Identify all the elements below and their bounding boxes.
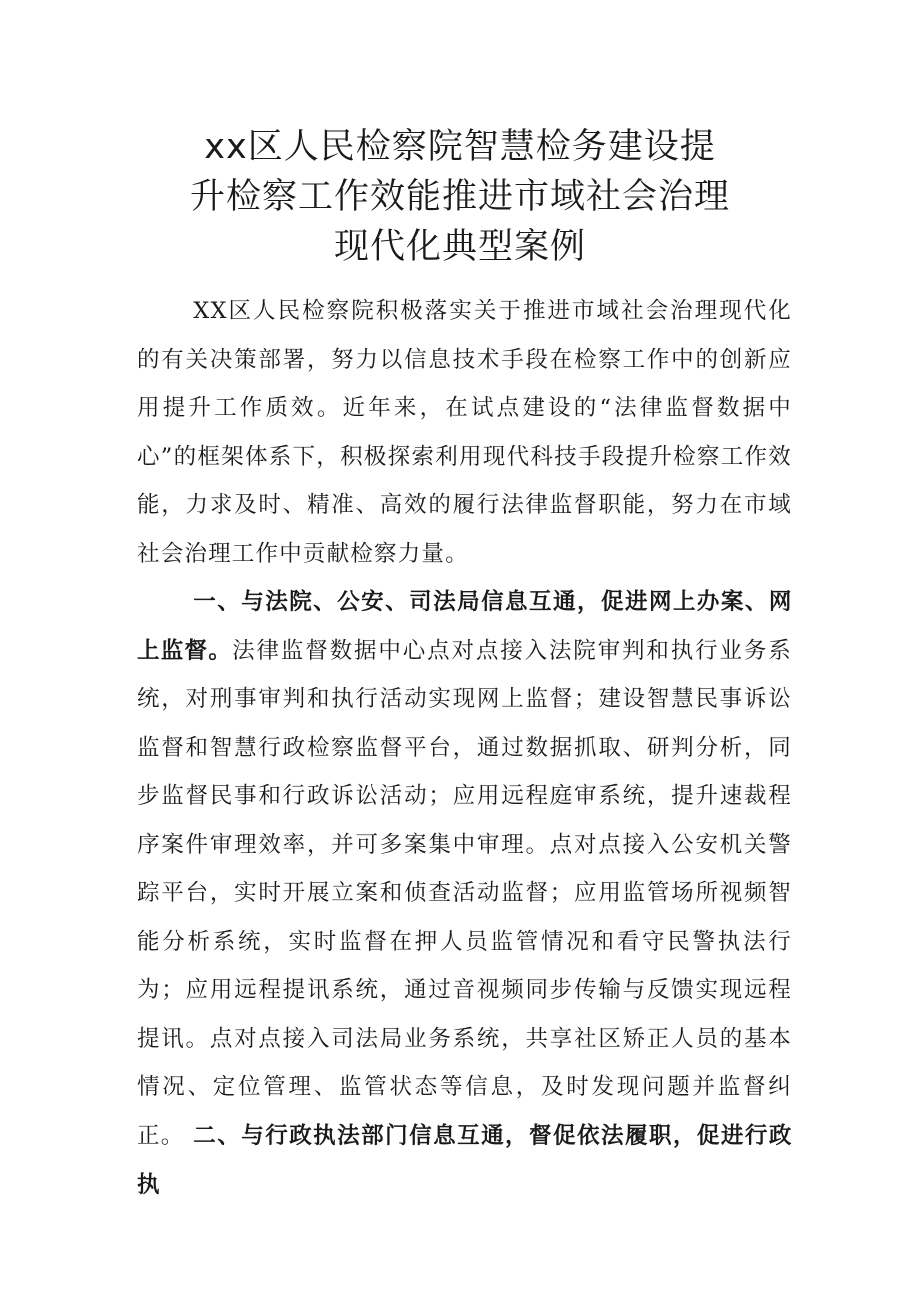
- section-2-paragraph: [137, 1112, 792, 1209]
- section-1-paragraph: [137, 578, 792, 1160]
- section-1-heading: 一、与法院、公安、司法局信息互通，促进网上办案、网上监督。: [137, 589, 792, 664]
- intro-paragraph: [137, 287, 792, 578]
- intro-paragraph-text: XX区人民检察院积极落实关于推进市域社会治理现代化的有关决策部署，努力以信息技术手段在检察工作中的创新应用提升工作质效。近年来，在试点建设的“法律监督数据中心”的框架体系下，积极探索利用现代科技手段提升检察工作效能，力求及时、精准、高效的履行法律监督职能，努力在市域社会治理工作中贡献检察力量。: [137, 298, 792, 567]
- title-line-1: xx区人民检察院智慧检务建设提: [204, 127, 716, 167]
- section-2-heading: 二、与行政执法部门信息互通，督促依法履职，促进行政执: [137, 1123, 792, 1198]
- section-1-text: 法律监督数据中心点对点接入法院审判和执行业务系统，对刑事审判和执行活动实现网上监督；建设智慧民事诉讼监督和智慧行政检察监督平台，通过数据抓取、研判分析，同步监督民事和行政诉讼活动；应用远程庭审系统，提升速裁程序案件审理效率，并可多案集中审理。点对点接入公安机关警踪平台，实时开展立案和侦查活动监督；应用监管场所视频智能分析系统，实时监督在押人员监管情况和看守民警执法行为；应用远程提讯系统，通过音视频同步传输与反馈实现远程提讯。点对点接入司法局业务系统，共享社区矫正人员的基本情况、定位管理、监管状态等信息，及时发现问题并监督纠正。: [137, 637, 792, 1149]
- document-title: [120, 122, 800, 272]
- title-line-3: 现代化典型案例: [333, 227, 586, 267]
- title-line-2: 升检察工作效能推进市域社会治理: [189, 177, 730, 217]
